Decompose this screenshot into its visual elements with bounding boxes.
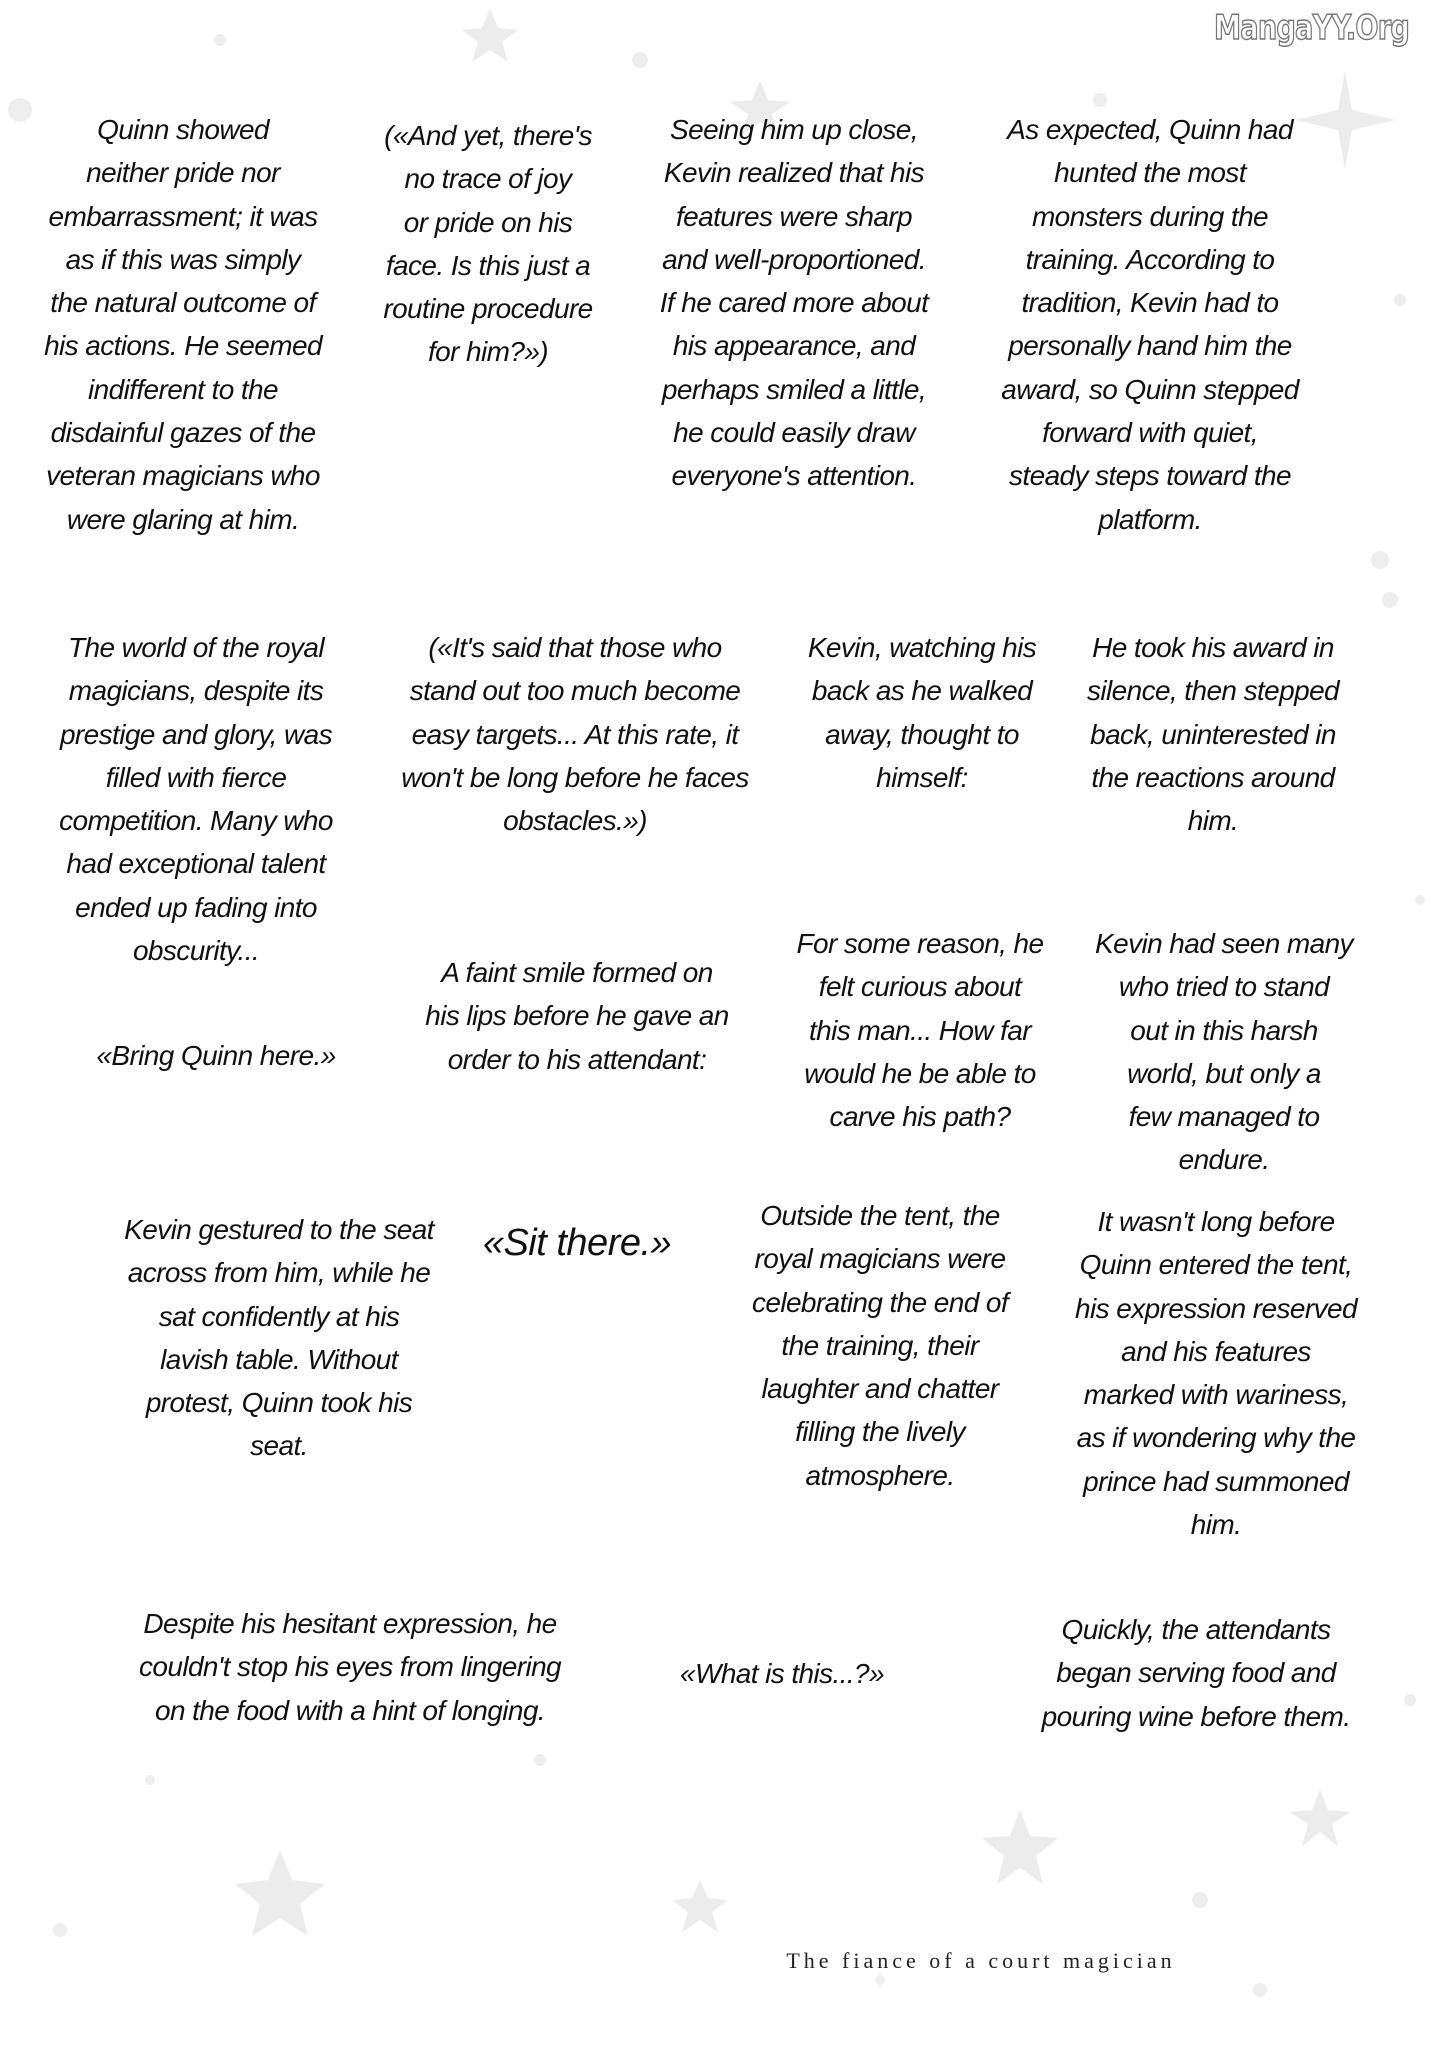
caption-sit-there: «Sit there.»: [482, 1222, 672, 1264]
star-icon: [235, 1850, 325, 1936]
caption-some-reason: For some reason, he felt curious about this man... How far would he be able to carve his path?: [796, 928, 1044, 1133]
caption-quinn-showed: Quinn showed neither pride nor embarrassment; it was as if this was simply the natural outcome of his actions. He seemed indifferent to the disdainful gazes of the veteran magicians who were glaring at him.: [44, 114, 322, 535]
star-icon: [672, 1880, 728, 1932]
caption-quickly: Quickly, the attendants began serving food and pouring wine before them.: [1041, 1614, 1351, 1732]
caption-took-award: He took his award in silence, then stepped back, uninterested in the reactions around him.: [1086, 632, 1340, 837]
star-icon: [462, 8, 518, 62]
caption-wasnt-long: It wasn't long before Quinn entered the tent, his expression reserved and his features marked with wariness, as if wondering why the prince had summoned him.: [1075, 1206, 1357, 1541]
caption-despite-hesitant: Despite his hesitant expression, he couldn't stop his eyes from lingering on the food with a hint of longing.: [138, 1608, 562, 1726]
caption-its-said: («It's said that those who stand out too much become easy targets... At this rate, it won't be long before he faces obstacles.»): [401, 632, 749, 837]
caption-world-of-royal: The world of the royal magicians, despite its prestige and glory, was filled with fierce competition. Many who had exceptional talent ended up fading into obscurity...: [59, 632, 333, 967]
watermark: MangaYY.Org: [1214, 8, 1410, 48]
caption-kevin-gestured: Kevin gestured to the seat across from him, while he sat confidently at his lavish table. Without protest, Quinn took his seat.: [124, 1214, 434, 1462]
star-icon: [1290, 1790, 1350, 1846]
caption-what-is-this: «What is this...?»: [680, 1658, 884, 1689]
footer-title: The fiance of a court magician: [786, 1948, 1176, 1973]
star-icon: [1295, 70, 1395, 170]
caption-outside-tent: Outside the tent, the royal magicians were celebrating the end of the training, their laughter and chatter filling the lively atmosphere.: [751, 1200, 1009, 1491]
caption-seen-many: Kevin had seen many who tried to stand out in this harsh world, but only a few managed to endure.: [1095, 928, 1353, 1176]
star-icon: [982, 1810, 1058, 1884]
caption-seeing-him: Seeing him up close, Kevin realized that his features were sharp and well-proportioned. If he cared more about his appearance, and perhaps smiled a little, he could easily draw everyone's attention.: [659, 114, 929, 492]
caption-kevin-watching: Kevin, watching his back as he walked away, thought to himself:: [807, 632, 1037, 793]
caption-faint-smile: A faint smile formed on his lips before he gave an order to his attendant:: [425, 957, 729, 1075]
caption-and-yet: («And yet, there's no trace of joy or pride on his face. Is this just a routine procedure for him?»): [383, 120, 593, 368]
caption-as-expected: As expected, Quinn had hunted the most monsters during the training. According to tradition, Kevin had to personally hand him the award, so Quinn stepped forward with quiet, steady steps toward the platform.: [1001, 114, 1299, 535]
caption-bring-quinn: «Bring Quinn here.»: [96, 1040, 336, 1071]
